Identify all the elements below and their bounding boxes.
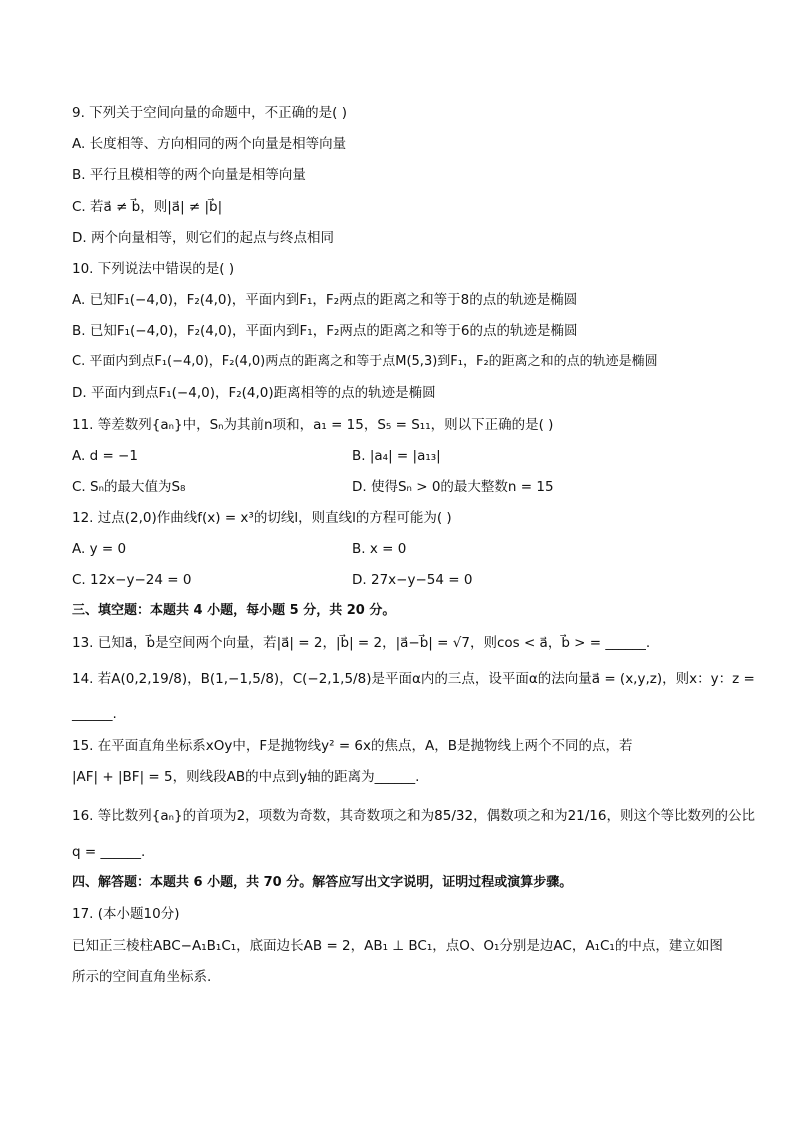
q12-option-d: D. 27x−y−54 = 0 [352, 572, 473, 588]
q17-line2: 所示的空间直角坐标系. [72, 969, 212, 985]
q16-line2: q = ______. [72, 844, 146, 860]
q13-text: 13. 已知a⃗，b⃗是空间两个向量，若|a⃗| = 2，|b⃗| = 2，|a⃗−b⃗| = √7，则cos < a⃗，b⃗ > = ______. [72, 635, 651, 651]
q9-option-a: A. 长度相等、方向相同的两个向量是相等向量 [72, 136, 347, 152]
q14-line1: 14. 若A(0,2,19/8)，B(1,−1,5/8)，C(−2,1,5/8)是平面α内的三点，设平面α的法向量a⃗ = (x,y,z)，则x：y：z = [72, 671, 755, 687]
q15-line2: |AF| + |BF| = 5，则线段AB的中点到y轴的距离为______. [72, 769, 420, 785]
q16-line1: 16. 等比数列{aₙ}的首项为2，项数为奇数，其奇数项之和为85/32，偶数项之和为21/16，则这个等比数列的公比 [72, 808, 755, 824]
q17-head: 17. (本小题10分) [72, 906, 180, 922]
q11-option-c: C. Sₙ的最大值为S₈ [72, 479, 186, 495]
q9-option-c: C. 若a⃗ ≠ b⃗，则|a⃗| ≠ |b⃗| [72, 199, 223, 215]
q12-option-b: B. x = 0 [352, 541, 407, 557]
section-answer-heading: 四、解答题：本题共 6 小题，共 70 分。解答应写出文字说明，证明过程或演算步骤。 [72, 875, 573, 890]
q12-option-c: C. 12x−y−24 = 0 [72, 572, 192, 588]
q11-option-a: A. d = −1 [72, 448, 138, 464]
q10-option-b: B. 已知F₁(−4,0)，F₂(4,0)，平面内到F₁，F₂两点的距离之和等于6的点的轨迹是椭圆 [72, 323, 578, 339]
q9-option-d: D. 两个向量相等，则它们的起点与终点相同 [72, 230, 334, 246]
q10-option-a: A. 已知F₁(−4,0)，F₂(4,0)，平面内到F₁，F₂两点的距离之和等于8的点的轨迹是椭圆 [72, 292, 578, 308]
q9-option-b: B. 平行且模相等的两个向量是相等向量 [72, 167, 306, 183]
q17-line1: 已知正三棱柱ABC−A₁B₁C₁，底面边长AB = 2，AB₁ ⊥ BC₁，点O、O₁分别是边AC，A₁C₁的中点，建立如图 [72, 938, 723, 954]
q14-line2: ______. [72, 706, 117, 722]
q12-stem: 12. 过点(2,0)作曲线f(x) = x³的切线l，则直线l的方程可能为( ) [72, 510, 452, 526]
q9-stem: 9. 下列关于空间向量的命题中，不正确的是( ) [72, 105, 347, 121]
q11-option-b: B. |a₄| = |a₁₃| [352, 448, 441, 464]
q10-option-d: D. 平面内到点F₁(−4,0)，F₂(4,0)距离相等的点的轨迹是椭圆 [72, 385, 436, 401]
q11-stem: 11. 等差数列{aₙ}中，Sₙ为其前n项和，a₁ = 15，S₅ = S₁₁，则以下正确的是( ) [72, 417, 554, 433]
section-fill-in-heading: 三、填空题：本题共 4 小题，每小题 5 分，共 20 分。 [72, 603, 396, 618]
q11-option-d: D. 使得Sₙ > 0的最大整数n = 15 [352, 479, 554, 495]
q15-line1: 15. 在平面直角坐标系xOy中，F是抛物线y² = 6x的焦点，A，B是抛物线上两个不同的点，若 [72, 738, 633, 754]
q10-stem: 10. 下列说法中错误的是( ) [72, 261, 235, 277]
q12-option-a: A. y = 0 [72, 541, 127, 557]
q10-option-c: C. 平面内到点F₁(−4,0)，F₂(4,0)两点的距离之和等于点M(5,3)到F₁，F₂的距离之和的点的轨迹是椭圆 [72, 354, 658, 369]
